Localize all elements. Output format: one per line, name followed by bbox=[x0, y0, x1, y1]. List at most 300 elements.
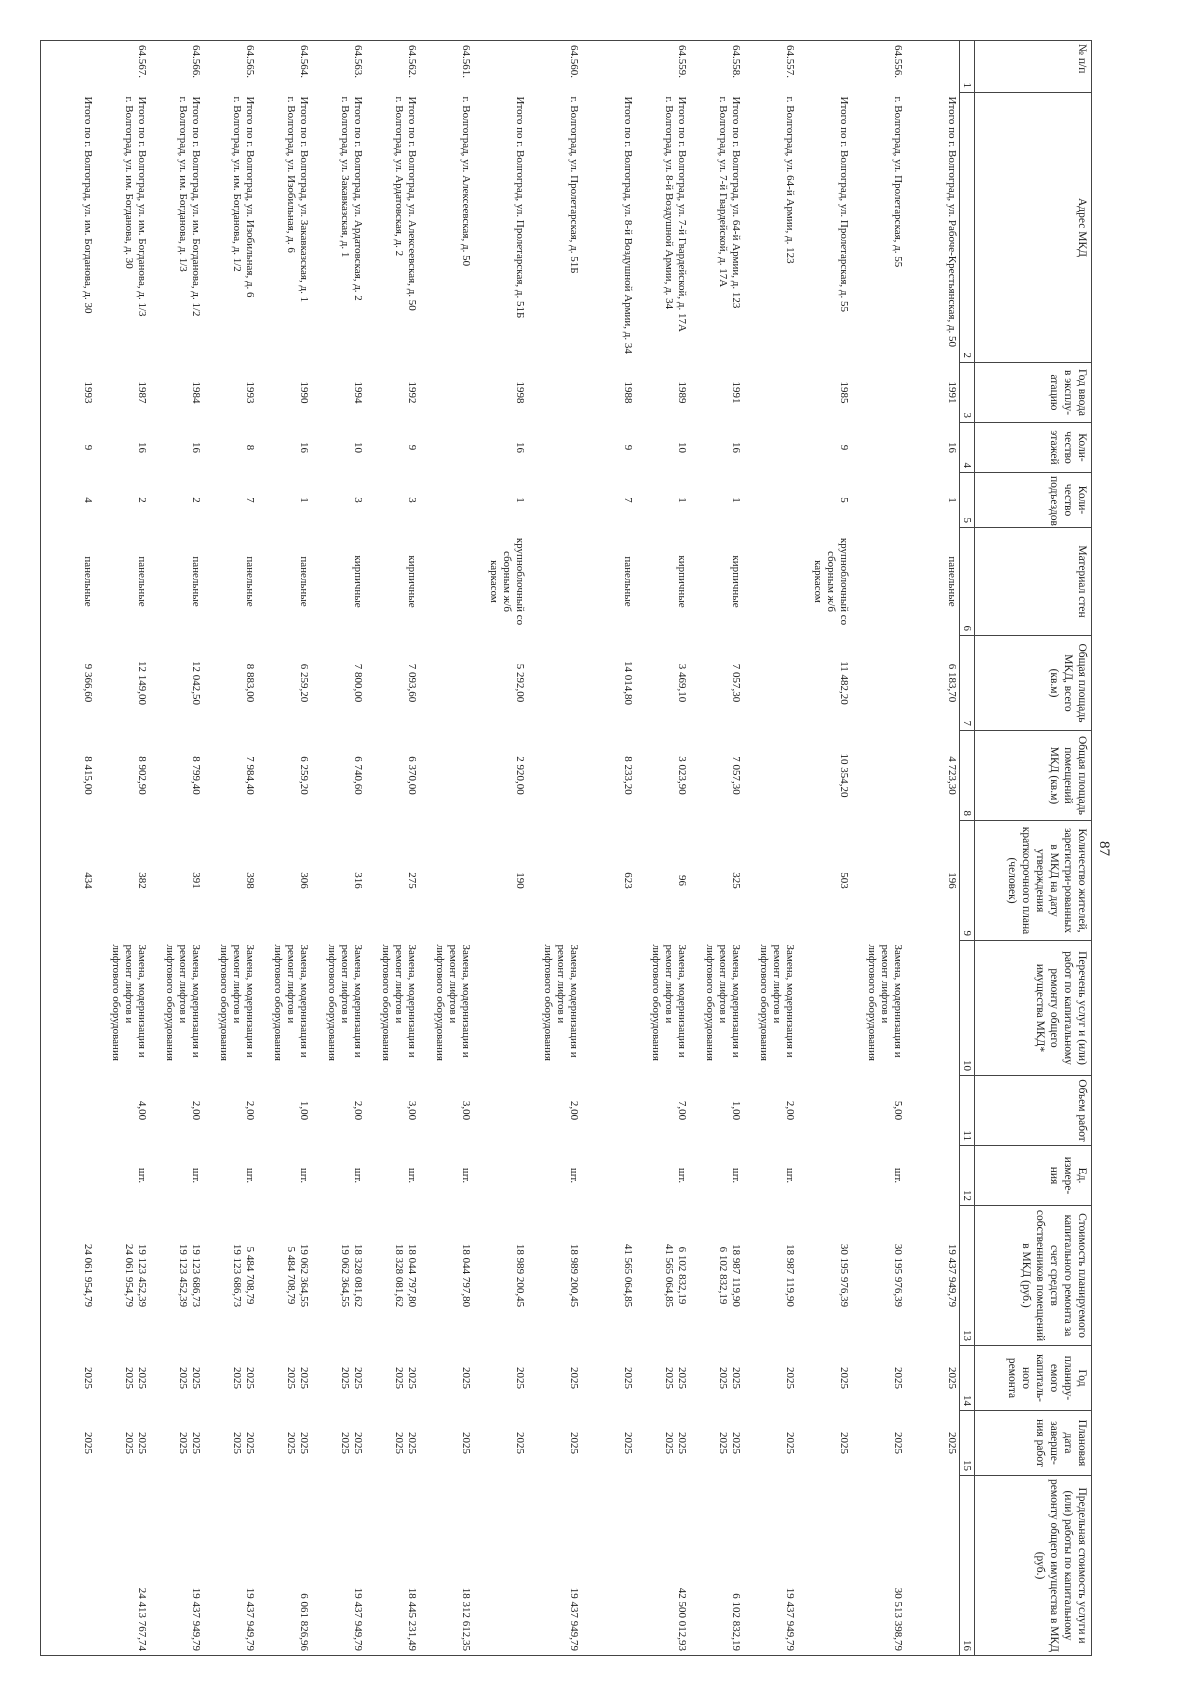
row-number-cell bbox=[473, 41, 527, 93]
unit-cell bbox=[797, 1146, 851, 1206]
column-number: 3 bbox=[960, 363, 975, 423]
rooms-area-cell: 2 920,00 bbox=[514, 756, 526, 795]
wall-material-cell: панельные bbox=[136, 556, 148, 607]
address-cell: Итого по г. Волгоград, ул. Ардатовская, д. 2 г. Волгоград, ул. Закавказская, д. 1 bbox=[338, 96, 364, 301]
wall-material-cell: кирпичные bbox=[730, 555, 742, 608]
total-area-cell: 11 482,20 bbox=[838, 661, 850, 705]
column-header: Коли-чество подъездов bbox=[975, 473, 1092, 528]
entrances-cell: 3 bbox=[406, 497, 418, 503]
unit-cell bbox=[581, 1146, 635, 1206]
rooms-area-cell: 6 259,20 bbox=[298, 756, 310, 795]
works-cell bbox=[797, 941, 851, 1076]
end-date-cell: 2025 bbox=[622, 1432, 634, 1454]
floors-cell: 10 bbox=[352, 442, 364, 453]
residents-cell: 275 bbox=[406, 872, 418, 889]
column-header: Год ввода в эксплу-атацию bbox=[975, 363, 1092, 423]
plan-year-cell: 2025 bbox=[568, 1367, 580, 1389]
entrances-cell: 1 bbox=[730, 497, 742, 503]
end-date-cell: 2025 2025 bbox=[662, 1432, 688, 1454]
plan-year-cell: 2025 2025 bbox=[392, 1367, 418, 1389]
floors-cell: 16 bbox=[136, 442, 148, 453]
floors-cell: 9 bbox=[41, 423, 96, 473]
rooms-area-cell: 8 799,40 bbox=[190, 756, 202, 795]
column-number: 12 bbox=[960, 1146, 975, 1206]
table-row bbox=[527, 41, 581, 1656]
volume-cell: 2,00 bbox=[352, 1100, 364, 1121]
residents-cell: 391 bbox=[190, 872, 202, 889]
cost-cell: 30 195 976,39 bbox=[838, 1243, 850, 1308]
column-number: 15 bbox=[960, 1411, 975, 1476]
table-row bbox=[851, 41, 905, 1656]
address-cell: Итого по г. Волгоград, ул. Пролетарская, д. 55 bbox=[838, 96, 850, 313]
table-row bbox=[635, 41, 689, 1656]
row-number-cell: 64.566. bbox=[149, 41, 203, 93]
year-cell: 1990 bbox=[298, 381, 310, 404]
unit-cell: шт. bbox=[190, 1167, 202, 1184]
works-cell: Замена, модернизация и ремонт лифтов и лифтового оборудования bbox=[109, 944, 148, 1061]
row-number-cell: 64.562. bbox=[365, 41, 419, 93]
volume-cell bbox=[905, 1076, 960, 1146]
works-cell: Замена, модернизация и ремонт лифтов и лифтового оборудования bbox=[433, 944, 472, 1061]
works-cell bbox=[581, 941, 635, 1076]
total-area-cell bbox=[851, 636, 905, 731]
residents-cell: 306 bbox=[298, 872, 310, 889]
year-cell bbox=[851, 363, 905, 423]
volume-cell: 4,00 bbox=[136, 1100, 148, 1121]
unit-cell bbox=[41, 1146, 96, 1206]
table-row bbox=[95, 41, 149, 1656]
row-number-cell bbox=[797, 41, 851, 93]
unit-cell: шт. bbox=[244, 1167, 256, 1184]
cost-cell: 18 044 797,80 18 328 081,62 bbox=[392, 1243, 418, 1308]
repair-plan-table bbox=[40, 40, 1092, 1656]
end-date-cell: 2025 2025 bbox=[338, 1432, 364, 1454]
works-cell: Замена, модернизация и ремонт лифтов и лифтового оборудования bbox=[325, 944, 364, 1061]
volume-cell: 5,00 bbox=[892, 1100, 904, 1121]
total-area-cell bbox=[527, 636, 581, 731]
column-number: 1 bbox=[960, 41, 975, 93]
table-row bbox=[41, 41, 96, 1656]
volume-cell: 7,00 bbox=[676, 1100, 688, 1121]
column-header: Коли-чество этажей bbox=[975, 423, 1092, 473]
entrances-cell: 1 bbox=[514, 497, 526, 503]
floors-cell: 9 bbox=[838, 444, 850, 451]
address-cell: Итого по г. Волгоград, ул. Пролетарская, д. 51Б bbox=[514, 96, 526, 319]
volume-cell: 1,00 bbox=[298, 1100, 310, 1121]
table-row bbox=[689, 41, 743, 1656]
unit-cell: шт. bbox=[352, 1167, 364, 1184]
end-date-cell: 2025 bbox=[892, 1432, 904, 1454]
wall-material-cell bbox=[527, 528, 581, 636]
total-area-cell bbox=[743, 636, 797, 731]
unit-cell: шт. bbox=[136, 1167, 148, 1184]
works-cell: Замена, модернизация и ремонт лифтов и лифтового оборудования bbox=[865, 944, 904, 1061]
column-number: 4 bbox=[960, 423, 975, 473]
max-cost-cell: 19 437 949,79 bbox=[203, 1476, 257, 1656]
end-date-cell: 2025 2025 bbox=[122, 1432, 148, 1454]
floors-cell: 16 bbox=[298, 442, 310, 453]
column-header: Объем работ bbox=[975, 1076, 1092, 1146]
residents-cell: 190 bbox=[514, 872, 526, 889]
end-date-cell: 2025 2025 bbox=[230, 1432, 256, 1454]
cost-cell: 30 195 976,39 bbox=[892, 1243, 904, 1308]
unit-cell: шт. bbox=[298, 1167, 310, 1184]
wall-material-cell: кирпичные bbox=[406, 555, 418, 608]
cost-cell: 18 328 081,62 19 062 364,55 bbox=[338, 1243, 364, 1308]
column-number: 7 bbox=[960, 636, 975, 731]
address-cell: Итого по г. Волгоград, ул. им. Богданова, д. 1/2 г. Волгоград, ул. им. Богданова, д. 1/3 bbox=[176, 96, 202, 317]
column-number-row bbox=[960, 41, 975, 1656]
entrances-cell bbox=[851, 473, 905, 528]
address-cell: Итого по г. Волгоград, ул. Алексеевская, д. 50 г. Волгоград, ул. Ардатовская, д. 2 bbox=[392, 96, 418, 311]
volume-cell bbox=[797, 1076, 851, 1146]
year-cell: 1989 bbox=[676, 381, 688, 404]
address-cell: Итого по г. Волгоград, ул. им. Богданова, д. 1/3 г. Волгоград, ул. им. Богданова, д. 30 bbox=[122, 96, 148, 317]
end-date-cell: 2025 2025 bbox=[176, 1432, 202, 1454]
year-cell: 1987 bbox=[136, 381, 148, 404]
total-area-cell: 6 183,70 bbox=[946, 663, 958, 703]
address-cell: Итого по г. Волгоград, ул. Изобильная, д. 6 г. Волгоград, ул. им. Богданова, д. 1/2 bbox=[230, 96, 256, 298]
row-number-cell: 64.557. bbox=[743, 41, 797, 93]
wall-material-cell: панельные bbox=[946, 556, 958, 607]
floors-cell: 16 bbox=[190, 442, 202, 453]
year-cell: 1994 bbox=[352, 381, 364, 404]
entrances-cell: 1 bbox=[676, 497, 688, 503]
plan-year-cell: 2025 bbox=[784, 1367, 796, 1389]
column-number: 8 bbox=[960, 731, 975, 821]
plan-year-cell: 2025 2025 bbox=[122, 1367, 148, 1389]
wall-material-cell bbox=[851, 528, 905, 636]
table-row bbox=[365, 41, 419, 1656]
end-date-cell: 2025 bbox=[514, 1432, 526, 1454]
rooms-area-cell: 7 984,40 bbox=[244, 756, 256, 795]
column-header: № п/п bbox=[975, 41, 1092, 93]
entrances-cell: 1 bbox=[298, 497, 310, 503]
floors-cell bbox=[419, 423, 473, 473]
max-cost-cell bbox=[473, 1476, 527, 1656]
works-cell: Замена, модернизация и ремонт лифтов и лифтового оборудования bbox=[757, 944, 796, 1061]
rooms-area-cell: 8 233,20 bbox=[622, 756, 634, 795]
table-row bbox=[473, 41, 527, 1656]
entrances-cell: 7 bbox=[622, 497, 634, 503]
entrances-cell: 4 bbox=[41, 473, 96, 528]
column-header: Количество жителей, зарегистри-рованных в МКД на дату утверждения краткосрочного плана (человек) bbox=[975, 821, 1092, 941]
floors-cell bbox=[743, 423, 797, 473]
plan-year-cell: 2025 bbox=[892, 1367, 904, 1389]
cost-cell: 18 989 200,45 bbox=[568, 1243, 580, 1308]
works-cell: Замена, модернизация и ремонт лифтов и лифтового оборудования bbox=[541, 944, 580, 1061]
rooms-area-cell bbox=[743, 731, 797, 821]
unit-cell bbox=[473, 1146, 527, 1206]
wall-material-cell: кирпичные bbox=[676, 555, 688, 608]
column-header: Адрес МКД bbox=[975, 93, 1092, 363]
rooms-area-cell: 8 902,90 bbox=[136, 756, 148, 795]
wall-material-cell bbox=[743, 528, 797, 636]
entrances-cell bbox=[743, 473, 797, 528]
residents-cell bbox=[743, 821, 797, 941]
residents-cell: 434 bbox=[41, 821, 96, 941]
column-number: 6 bbox=[960, 528, 975, 636]
row-number-cell: 64.567. bbox=[95, 41, 149, 93]
total-area-cell: 7 057,30 bbox=[730, 663, 742, 703]
volume-cell: 2,00 bbox=[244, 1100, 256, 1121]
entrances-cell: 2 bbox=[136, 497, 148, 503]
row-number-cell: 64.560. bbox=[527, 41, 581, 93]
year-cell: 1991 bbox=[730, 381, 742, 404]
column-number: 9 bbox=[960, 821, 975, 941]
rooms-area-cell: 4 723,30 bbox=[946, 756, 958, 795]
floors-cell: 9 bbox=[406, 444, 418, 451]
cost-cell: 19 123 686,73 19 123 452,39 bbox=[176, 1243, 202, 1308]
works-cell bbox=[41, 941, 96, 1076]
total-area-cell: 9 366,60 bbox=[41, 636, 96, 731]
unit-cell: шт. bbox=[784, 1167, 796, 1184]
max-cost-cell bbox=[41, 1476, 96, 1656]
rooms-area-cell bbox=[527, 731, 581, 821]
residents-cell bbox=[419, 821, 473, 941]
wall-material-cell: панельные bbox=[41, 528, 96, 636]
plan-year-cell: 2025 bbox=[460, 1367, 472, 1389]
max-cost-cell: 42 500 012,93 bbox=[635, 1476, 689, 1656]
table-row bbox=[581, 41, 635, 1656]
wall-material-cell: панельные bbox=[190, 556, 202, 607]
cost-cell: 18 044 797,80 bbox=[460, 1243, 472, 1308]
year-cell: 1993 bbox=[41, 363, 96, 423]
entrances-cell bbox=[419, 473, 473, 528]
unit-cell bbox=[905, 1146, 960, 1206]
entrances-cell: 5 bbox=[838, 497, 850, 503]
end-date-cell: 2025 2025 bbox=[284, 1432, 310, 1454]
floors-cell: 8 bbox=[244, 444, 256, 451]
total-area-cell: 5 292,00 bbox=[514, 663, 526, 703]
row-number-cell bbox=[905, 41, 960, 93]
volume-cell: 2,00 bbox=[190, 1100, 202, 1121]
address-cell: г. Волгоград, ул. 64-й Армии, д. 123 bbox=[784, 96, 796, 264]
total-area-cell: 8 883,00 bbox=[244, 663, 256, 703]
volume-cell bbox=[41, 1076, 96, 1146]
max-cost-cell: 24 413 767,74 bbox=[95, 1476, 149, 1656]
total-area-cell: 7 800,00 bbox=[352, 663, 364, 703]
plan-year-cell: 2025 2025 bbox=[662, 1367, 688, 1389]
column-number: 13 bbox=[960, 1206, 975, 1346]
cost-cell: 19 062 364,55 5 484 708,79 bbox=[284, 1243, 310, 1308]
residents-cell: 503 bbox=[838, 872, 850, 889]
rooms-area-cell bbox=[419, 731, 473, 821]
max-cost-cell bbox=[905, 1476, 960, 1656]
plan-year-cell: 2025 bbox=[41, 1346, 96, 1411]
unit-cell: шт. bbox=[730, 1167, 742, 1184]
table-row bbox=[905, 41, 960, 1656]
table-row bbox=[203, 41, 257, 1656]
residents-cell: 316 bbox=[352, 872, 364, 889]
rooms-area-cell: 3 023,90 bbox=[676, 756, 688, 795]
max-cost-cell: 19 437 949,79 bbox=[149, 1476, 203, 1656]
year-cell: 1993 bbox=[244, 381, 256, 404]
wall-material-cell: кирпичные bbox=[352, 555, 364, 608]
max-cost-cell: 19 437 949,79 bbox=[311, 1476, 365, 1656]
cost-cell: 5 484 708,79 19 123 686,73 bbox=[230, 1243, 256, 1308]
wall-material-cell: крупноблочный со сборным ж/б каркасом bbox=[811, 537, 850, 626]
address-cell: Итого по г. Волгоград, ул. Рабоче-Крестьянская, д. 50 bbox=[946, 96, 958, 348]
year-cell: 1988 bbox=[622, 381, 634, 404]
max-cost-cell bbox=[797, 1476, 851, 1656]
works-cell bbox=[473, 941, 527, 1076]
column-number: 10 bbox=[960, 941, 975, 1076]
plan-year-cell: 2025 2025 bbox=[176, 1367, 202, 1389]
row-number-cell bbox=[41, 41, 96, 93]
address-cell: Итого по г. Волгоград, ул. 64-й Армии, д. 123 г. Волгоград, ул. 7-й Гвардейской, д. 17А bbox=[716, 96, 742, 309]
address-cell: Итого по г. Волгоград, ул. Закавказская, д. 1 г. Волгоград, ул. Изобильная, д. 6 bbox=[284, 96, 310, 303]
wall-material-cell bbox=[419, 528, 473, 636]
year-cell bbox=[419, 363, 473, 423]
unit-cell: шт. bbox=[460, 1167, 472, 1184]
header-row bbox=[975, 41, 1092, 1656]
end-date-cell: 2025 2025 bbox=[716, 1432, 742, 1454]
row-number-cell: 64.561. bbox=[419, 41, 473, 93]
end-date-cell: 2025 bbox=[568, 1432, 580, 1454]
column-header: Плановая дата заверше-ния работ bbox=[975, 1411, 1092, 1476]
plan-year-cell: 2025 2025 bbox=[230, 1367, 256, 1389]
floors-cell bbox=[851, 423, 905, 473]
end-date-cell: 2025 bbox=[946, 1432, 958, 1454]
column-number: 5 bbox=[960, 473, 975, 528]
row-number-cell bbox=[581, 41, 635, 93]
residents-cell: 325 bbox=[730, 872, 742, 889]
table-row bbox=[311, 41, 365, 1656]
cost-cell: 19 437 949,79 bbox=[946, 1243, 958, 1308]
volume-cell bbox=[473, 1076, 527, 1146]
residents-cell: 96 bbox=[676, 875, 688, 886]
total-area-cell: 12 149,00 bbox=[136, 661, 148, 705]
entrances-cell: 1 bbox=[946, 497, 958, 503]
rooms-area-cell bbox=[851, 731, 905, 821]
cost-cell: 18 987 119,90 bbox=[784, 1244, 796, 1307]
plan-year-cell: 2025 2025 bbox=[716, 1367, 742, 1389]
unit-cell: шт. bbox=[406, 1167, 418, 1184]
plan-year-cell: 2025 bbox=[622, 1367, 634, 1389]
volume-cell: 3,00 bbox=[406, 1100, 418, 1121]
wall-material-cell: панельные bbox=[622, 556, 634, 607]
row-number-cell: 64.563. bbox=[311, 41, 365, 93]
rooms-area-cell: 6 370,00 bbox=[406, 756, 418, 795]
column-header: Предельная стоимость услуги и (или) работы по капитальному ремонту общего имущества в МКД (руб.) bbox=[975, 1476, 1092, 1656]
year-cell: 1985 bbox=[838, 381, 850, 404]
plan-year-cell: 2025 2025 bbox=[338, 1367, 364, 1389]
address-cell: г. Волгоград, ул. Пролетарская, д. 51Б bbox=[568, 96, 580, 274]
total-area-cell: 12 042,50 bbox=[190, 661, 202, 705]
year-cell: 1991 bbox=[946, 381, 958, 404]
max-cost-cell: 30 513 398,79 bbox=[851, 1476, 905, 1656]
end-date-cell: 2025 bbox=[784, 1432, 796, 1454]
residents-cell: 623 bbox=[622, 872, 634, 889]
rooms-area-cell: 10 354,20 bbox=[838, 753, 850, 798]
row-number-cell: 64.558. bbox=[689, 41, 743, 93]
floors-cell: 10 bbox=[676, 442, 688, 453]
table-row bbox=[743, 41, 797, 1656]
cost-cell: 18 987 119,90 6 102 832,19 bbox=[716, 1244, 742, 1307]
address-cell: г. Волгоград, ул. Пролетарская, д. 55 bbox=[892, 96, 904, 268]
plan-year-cell: 2025 bbox=[946, 1367, 958, 1389]
row-number-cell: 64.564. bbox=[257, 41, 311, 93]
residents-cell bbox=[851, 821, 905, 941]
cost-cell: 24 061 954,79 bbox=[41, 1206, 96, 1346]
works-cell: Замена, модернизация и ремонт лифтов и лифтового оборудования bbox=[271, 944, 310, 1061]
plan-year-cell: 2025 bbox=[838, 1367, 850, 1389]
address-cell: Итого по г. Волгоград, ул. им. Богданова, д. 30 bbox=[41, 93, 96, 363]
floors-cell bbox=[527, 423, 581, 473]
column-header: Общая площадь МКД, всего (кв.м) bbox=[975, 636, 1092, 731]
total-area-cell: 7 093,60 bbox=[406, 663, 418, 703]
volume-cell: 2,00 bbox=[568, 1100, 580, 1121]
floors-cell: 16 bbox=[730, 442, 742, 453]
rooms-area-cell: 7 057,30 bbox=[730, 756, 742, 795]
column-header: Перечень услуг и (или) работ по капитальному ремонту общего имущества МКД* bbox=[975, 941, 1092, 1076]
cost-cell: 19 123 452,39 24 061 954,79 bbox=[122, 1243, 148, 1308]
page-number: 87 bbox=[1096, 841, 1112, 856]
residents-cell: 398 bbox=[244, 872, 256, 889]
total-area-cell bbox=[419, 636, 473, 731]
max-cost-cell: 19 437 949,79 bbox=[527, 1476, 581, 1656]
row-number-cell: 64.565. bbox=[203, 41, 257, 93]
address-cell: Итого по г. Волгоград, ул. 7-й Гвардейской, д. 17А г. Волгоград, ул. 8-й Воздушной Армии, д. 34 bbox=[662, 96, 688, 332]
column-number: 16 bbox=[960, 1476, 975, 1656]
works-cell: Замена, модернизация и ремонт лифтов и лифтового оборудования bbox=[703, 944, 742, 1061]
row-number-cell: 64.556. bbox=[851, 41, 905, 93]
cost-cell: 41 565 064,85 bbox=[622, 1243, 634, 1308]
entrances-cell: 7 bbox=[244, 497, 256, 503]
total-area-cell: 3 469,10 bbox=[676, 663, 688, 703]
total-area-cell: 6 259,20 bbox=[298, 663, 310, 703]
table-row bbox=[149, 41, 203, 1656]
works-cell: Замена, модернизация и ремонт лифтов и лифтового оборудования bbox=[379, 944, 418, 1061]
row-number-cell: 64.559. bbox=[635, 41, 689, 93]
year-cell bbox=[527, 363, 581, 423]
wall-material-cell: крупноблочный со сборным ж/б каркасом bbox=[487, 537, 526, 626]
plan-year-cell: 2025 bbox=[514, 1367, 526, 1389]
cost-cell: 6 102 832,19 41 565 064,85 bbox=[662, 1243, 688, 1308]
floors-cell: 16 bbox=[514, 442, 526, 453]
table-body bbox=[41, 41, 960, 1656]
address-cell: г. Волгоград, ул. Алексеевская, д. 50 bbox=[460, 96, 472, 267]
max-cost-cell: 18 312 612,35 bbox=[419, 1476, 473, 1656]
end-date-cell: 2025 bbox=[838, 1432, 850, 1454]
residents-cell: 196 bbox=[946, 872, 958, 889]
end-date-cell: 2025 bbox=[41, 1411, 96, 1476]
max-cost-cell bbox=[581, 1476, 635, 1656]
rooms-area-cell: 8 415,00 bbox=[41, 731, 96, 821]
residents-cell: 382 bbox=[136, 872, 148, 889]
column-number: 11 bbox=[960, 1076, 975, 1146]
volume-cell: 1,00 bbox=[730, 1100, 742, 1121]
max-cost-cell: 19 437 949,79 bbox=[743, 1476, 797, 1656]
entrances-cell: 2 bbox=[190, 497, 202, 503]
column-header: Стоимость планируемого капитального ремонта за счет средств собственников помещений в МКД (руб.) bbox=[975, 1206, 1092, 1346]
column-number: 2 bbox=[960, 93, 975, 363]
year-cell: 1992 bbox=[406, 381, 418, 404]
column-header: Общая площадь помещений МКД (кв.м) bbox=[975, 731, 1092, 821]
works-cell: Замена, модернизация и ремонт лифтов и лифтового оборудования bbox=[649, 944, 688, 1061]
column-header: Материал стен bbox=[975, 528, 1092, 636]
end-date-cell: 2025 2025 bbox=[392, 1432, 418, 1454]
address-cell: Итого по г. Волгоград, ул. 8-й Воздушной Армии, д. 34 bbox=[622, 96, 634, 354]
table-row bbox=[257, 41, 311, 1656]
table-row bbox=[419, 41, 473, 1656]
max-cost-cell: 18 445 231,49 bbox=[365, 1476, 419, 1656]
end-date-cell: 2025 bbox=[460, 1432, 472, 1454]
year-cell: 1998 bbox=[514, 381, 526, 404]
floors-cell: 9 bbox=[622, 444, 634, 451]
table-row bbox=[797, 41, 851, 1656]
